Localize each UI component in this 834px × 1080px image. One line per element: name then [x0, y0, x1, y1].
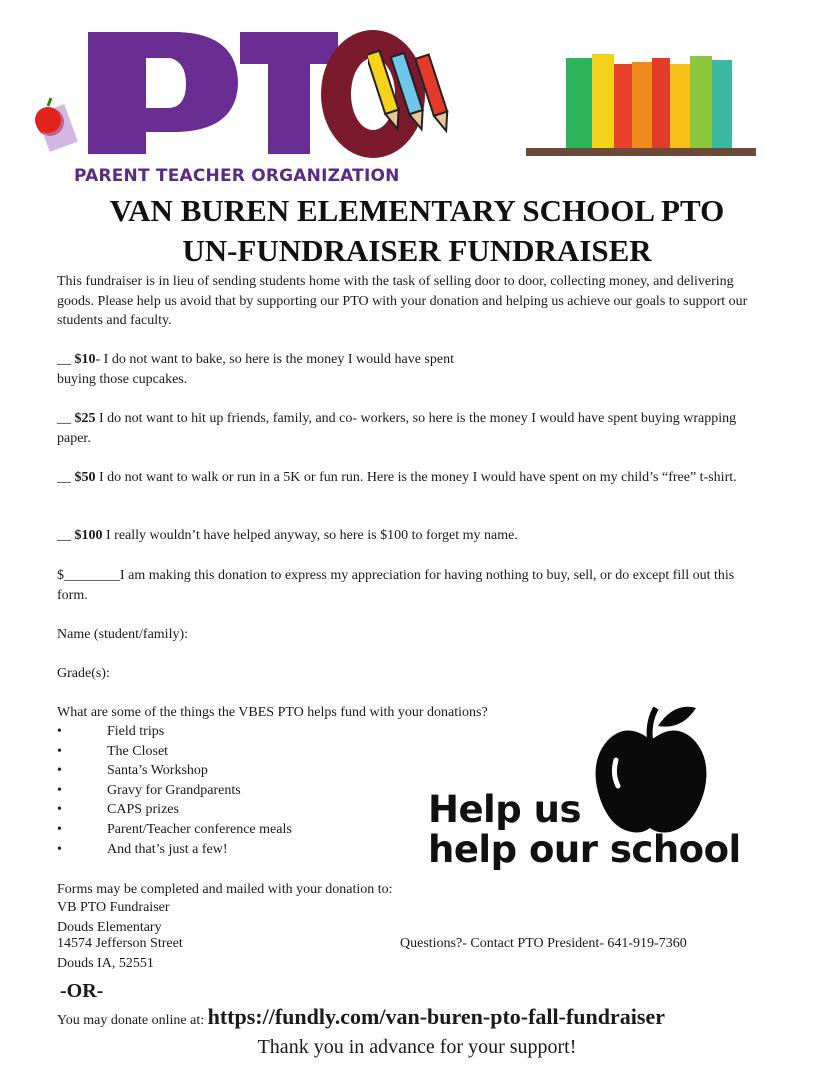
option-10: __ $10- I do not want to bake, so here is the money I would have spent buying those cupcakes. [57, 352, 454, 387]
list-item: • Santa’s Workshop [57, 763, 208, 779]
list-item: • CAPS prizes [57, 802, 179, 818]
option-amount: $25 [74, 411, 96, 426]
name-field-label: Name (student/family): [57, 627, 189, 642]
option-100: __ $100 I really wouldn’t have helped anyway, so here is $100 to forget my name. [57, 528, 518, 543]
thank-you: Thank you in advance for your support! [257, 1036, 577, 1058]
logo-subtitle: PARENT TEACHER ORGANIZATION [74, 166, 400, 186]
option-50: __ $50 I do not want to walk or run in a 5K or fun run. Here is the money I would have spent on my child’s “free” t-shirt. [57, 470, 737, 485]
grade-field-label: Grade(s): [57, 666, 110, 681]
intro-paragraph: This fundraiser is in lieu of sending students home with the task of selling door to door, collecting money, and delivering goods. Please help us avoid that by supporting our PTO with your donation and helping us achieve our goals to support our students and faculty. [57, 274, 748, 328]
logo-letter-p-shape [88, 32, 238, 154]
online-donate [57, 1004, 665, 1030]
donation-link[interactable]: https://fundly.com/van-buren-pto-fall-fundraiser [207, 1004, 665, 1029]
help-line-2: help our school [428, 828, 741, 871]
help-graphic-text [428, 790, 741, 870]
option-amount: $10 [74, 352, 96, 367]
title-line-1: VAN BUREN ELEMENTARY SCHOOL PTO [109, 193, 725, 228]
online-prefix: You may donate online at: [57, 1013, 208, 1028]
option-amount: $50 [74, 470, 96, 485]
question-heading: What are some of the things the VBES PTO helps fund with your donations? [57, 705, 488, 720]
contact-text: Questions?- Contact PTO President- 641-919-7360 [400, 936, 687, 951]
pencils-icon [368, 40, 452, 140]
list-item: • Parent/Teacher conference meals [57, 821, 292, 837]
or-divider: -OR- [60, 980, 104, 1002]
help-line-1: Help us [428, 788, 581, 831]
mail-line-2: Douds Elementary [57, 920, 162, 935]
option-25: __ $25 I do not want to hit up friends, family, and co- workers, so here is the money I would have spent buying wrapping paper. [57, 411, 737, 446]
list-item: • Gravy for Grandparents [57, 782, 241, 798]
list-item: • Field trips [57, 724, 165, 739]
mail-line-3: 14574 Jefferson Street [57, 936, 183, 951]
mail-intro: Forms may be completed and mailed with your donation to: [57, 882, 393, 897]
list-item: • The Closet [57, 743, 169, 759]
title-line-2: UN-FUNDRAISER FUNDRAISER [182, 233, 652, 268]
mail-line-4: Douds IA, 52551 [57, 956, 154, 971]
fund-list [57, 722, 377, 859]
mail-line-1: VB PTO Fundraiser [57, 900, 170, 915]
list-item: • And that’s just a few! [57, 841, 228, 857]
option-amount: $100 [74, 528, 103, 543]
bookshelf-icon [526, 48, 756, 160]
option-custom: $________I am making this donation to express my appreciation for having nothing to buy, sell, or do except fill out this form. [57, 568, 735, 603]
